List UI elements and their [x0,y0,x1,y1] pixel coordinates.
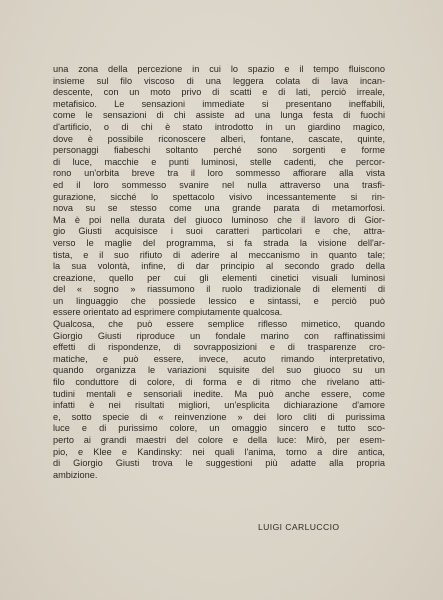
text-line: gio Giusti acquisisce i suoi caratteri particolari e che, attra- [53,226,385,237]
text-line: come le sensazioni di chi assiste ad una lunga festa di fuochi [53,110,385,121]
text-line: descente, con un moto privo di scatti e di lati, perciò irreale, [53,87,385,98]
text-line: nova su se stesso come una grande parata di metamorfosi. [53,203,385,214]
text-line: luce e di purissimo colore, un omaggio sincero e tutto sco- [53,423,385,434]
text-line: infatti è nei risultati migliori, un'esplicita dichiarazione d'amore [53,400,385,411]
text-line: creazione, quello per cui gli elementi cinetici visuali luminosi [53,272,385,283]
text-line: d'artificio, o di chi è stato introdotto in un giardino magico, [53,121,385,132]
text-line: e, sotto specie di « reinvenzione » dei loro cliti di purissima [53,411,385,422]
text-line: Qualcosa, che può essere semplice riflesso mimetico, quando [53,319,385,330]
text-line: personaggi fiabeschi soltanto perché sono sorgenti e forme [53,145,385,156]
text-line: ed il loro sommesso svanire nel nulla attraverso una trasfi- [53,179,385,190]
author-signature: LUIGI CARLUCCIO [258,522,340,532]
text-line: effetti di rispondenze, di sovrapposizioni e di trasparenze cro- [53,342,385,353]
text-line: perto ai grandi maestri del colore e della luce: Mirò, per esem- [53,435,385,445]
paragraph-1 [53,64,385,319]
paragraph-2 [53,319,385,481]
text-line: insieme sul filo viscoso di una leggera colata di lava incan- [53,75,385,86]
text-line: di luce, macchie e punti luminosi, stelle cadenti, che percor- [53,156,385,167]
text-line: una zona della percezione in cui lo spazio e il tempo fluiscono [53,64,385,74]
text-line: un linguaggio che possiede lessico e sintassi, e perciò può [53,295,385,306]
text-line: dove è possibile riconoscere alberi, fontane, cascate, quinte, [53,133,385,144]
text-line: tista, e il suo rifiuto di aderire al meccanismo in quanto tale; [53,249,385,260]
text-line: essere orientato ad esprimere compiutamente qualcosa. [53,307,283,318]
text-line: Giorgio Giusti riproduce un fondale marino con raffinatissimi [53,330,385,341]
text-line: gurazione, sicché lo spettacolo visivo incessantemente si rin- [53,191,385,202]
text-line: metafisico. Le sensazioni immediate si presentano ineffabili, [53,98,385,109]
text-line: la sua volontà, infine, di dar principio al secondo grado della [53,261,385,272]
text-line: rono un'orbita breve tra il loro sommesso affiorare alla vista [53,168,385,179]
text-line: di Giorgio Giusti trova le suggestioni più adatte alla propria [53,458,385,469]
text-line: Ma è poi nella durata del giuoco luminoso che il lavoro di Gior- [53,214,385,225]
text-line: pio, e Klee e Kandinsky: nei quali l'anima, torno a dire antica, [53,446,385,457]
text-line: verso le maglie del programma, si fa strada la visione dell'ar- [53,237,385,248]
text-line: tudini mentali e sensoriali inedite. Ma può anche essere, come [53,388,385,399]
text-line: filo conduttore di colore, di forma e di ritmo che rivelano atti- [53,377,385,388]
text-line: matiche, e può essere, invece, acuto rimando interpretativo, [53,353,385,364]
essay-text [53,64,385,481]
text-line: del « sogno » riassumono il ruolo tradizionale di elementi di [53,284,385,295]
text-line: ambizione. [53,469,98,480]
text-line: quando organizza le variazioni squisite del suo giuoco su un [53,365,385,376]
